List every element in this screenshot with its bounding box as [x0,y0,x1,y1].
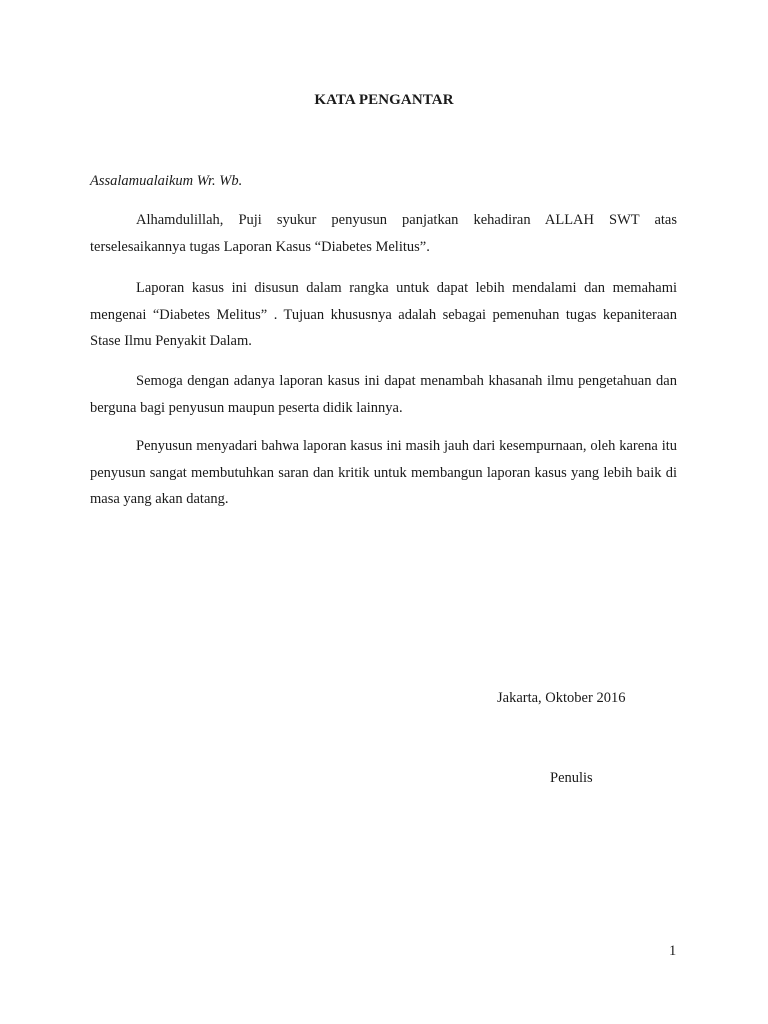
page-number: 1 [669,943,677,959]
page-title: KATA PENGANTAR [314,92,454,108]
paragraph-3: Semoga dengan adanya laporan kasus ini dapat menambah khasanah ilmu pengetahuan dan berguna bagi penyusun maupun peserta didik lainnya. [90,373,677,416]
greeting-text: Assalamualaikum Wr. Wb. [90,173,243,189]
author-signature: Penulis [550,770,593,786]
paragraph-1: Alhamdulillah, Puji syukur penyusun panjatkan kehadiran ALLAH SWT atas terselesaikannya tugas Laporan Kasus “Diabetes Melitus”. [90,212,677,255]
place-date: Jakarta, Oktober 2016 [497,690,626,706]
paragraph-4: Penyusun menyadari bahwa laporan kasus ini masih jauh dari kesempurnaan, oleh karena itu penyusun sangat membutuhkan saran dan kritik untuk membangun laporan kasus yang lebih baik di masa yang akan datang. [90,438,677,507]
paragraph-2: Laporan kasus ini disusun dalam rangka untuk dapat lebih mendalami dan memahami mengenai “Diabetes Melitus” . Tujuan khususnya adalah sebagai pemenuhan tugas kepaniteraan Stase Ilmu Penyakit Dalam. [90,280,677,349]
